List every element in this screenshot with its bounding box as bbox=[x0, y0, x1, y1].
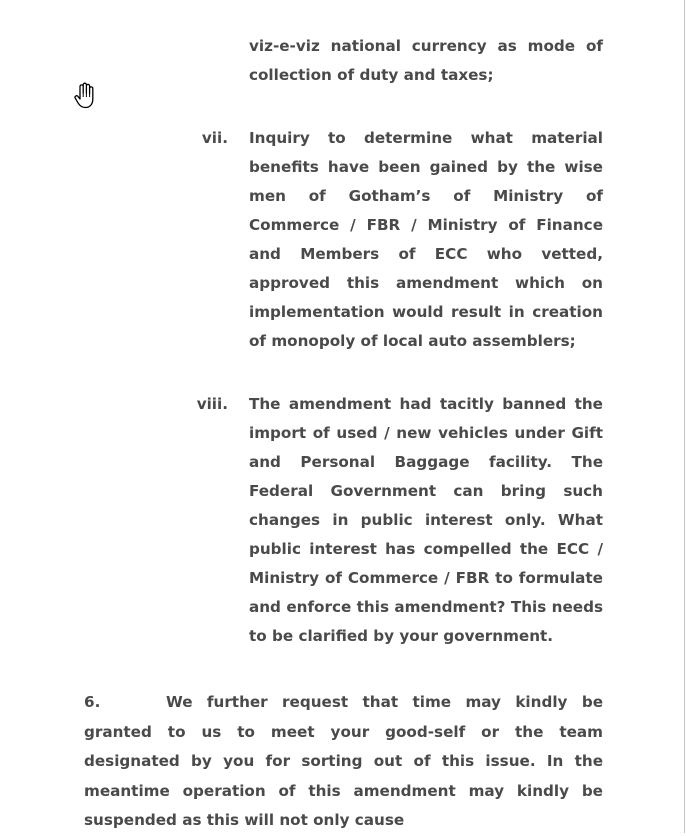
list-item-text-viii: The amendment had tacitly banned the import of used / new vehicles under Gift and Personal Baggage facility. The Federal Government can bring such changes in public interest only. What public interest has compelled the ECC / Ministry of Commerce / FBR to formulate and enforce this amendment? This needs to be clarified by your government. bbox=[249, 395, 603, 645]
continuation-text: viz-e-viz national currency as mode of collection of duty and taxes; bbox=[249, 37, 603, 84]
list-item-numeral-vii: vii. bbox=[201, 129, 228, 147]
list-item-numeral-viii: viii. bbox=[196, 395, 228, 413]
paragraph-6 bbox=[84, 688, 603, 836]
paragraph-text: We further request that time may kindly be granted to us to meet your good-self or the team designated by you for sorting out of this issue. In the meantime operation of this amendment may kindly be suspended as this will not only cause bbox=[84, 693, 603, 829]
hand-cursor-icon bbox=[72, 82, 98, 110]
list-item-text-vii: Inquiry to determine what material benefits have been gained by the wise men of Gotham’s of Ministry of Commerce / FBR / Ministry of Finance and Members of ECC who vetted, approved this amendment which on implementation would result in creation of monopoly of local auto assemblers; bbox=[249, 129, 603, 350]
paragraph-number: 6. bbox=[84, 693, 101, 711]
